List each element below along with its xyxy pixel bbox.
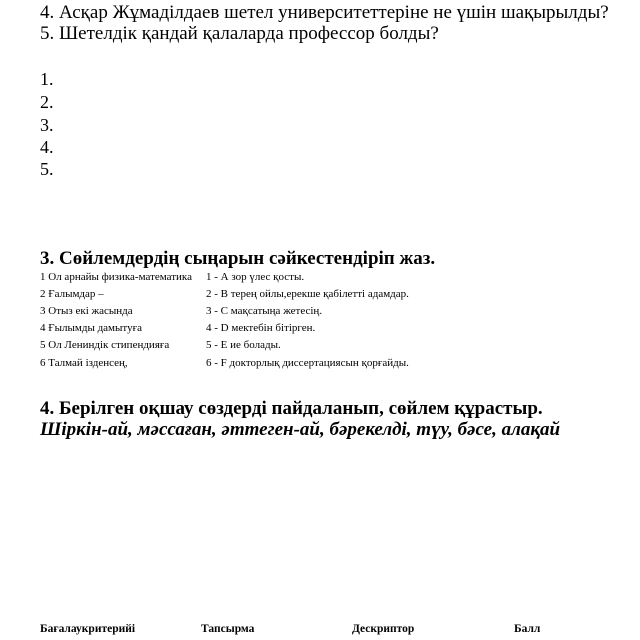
- match-left-item-1: 1 Ол арнайы физика-математика: [40, 271, 192, 283]
- answer-number-2: 2.: [40, 92, 54, 112]
- question-5: 5. Шетелдік қандай қалаларда профессор болды?: [40, 23, 439, 44]
- answer-number-4: 4.: [40, 137, 54, 157]
- answer-number-1: 1.: [40, 69, 54, 89]
- match-right-item-4: 4 - D мектебін бітірген.: [206, 322, 316, 334]
- match-right-item-6: 6 - F докторлық диссертациясын қорғайды.: [206, 357, 409, 369]
- footer-descriptor-header: Дескриптор: [352, 623, 415, 635]
- match-left-item-3: 3 Отыз екі жасында: [40, 305, 133, 317]
- section-3-title: 3. Сөйлемдердің сыңарын сәйкестендіріп жаз.: [40, 248, 436, 269]
- footer-score-header: Балл: [514, 623, 541, 635]
- answer-number-5: 5.: [40, 159, 54, 179]
- match-left-item-4: 4 Ғылымды дамытуға: [40, 322, 142, 334]
- footer-task-header: Тапсырма: [201, 623, 255, 635]
- match-left-item-5: 5 Ол Лениндік стипендияға: [40, 339, 170, 351]
- footer-criteria-header: Бағалаукритерийі: [40, 623, 136, 635]
- match-right-item-2: 2 - В терең ойлы,ерекше қабілетті адамдар.: [206, 288, 409, 300]
- match-right-item-1: 1 - А зор үлес қосты.: [206, 271, 305, 283]
- section-4-words: Шіркін-ай, мәссаған, әттеген-ай, бәрекелді, түу, бәсе, алақай: [40, 419, 561, 440]
- match-left-item-6: 6 Талмай ізденсең,: [40, 357, 128, 369]
- section-4-title: 4. Берілген оқшау сөздерді пайдаланып, сөйлем құрастыр.: [40, 398, 543, 419]
- answer-number-3: 3.: [40, 115, 54, 135]
- question-4: 4. Асқар Жұмаділдаев шетел университеттеріне не үшін шақырылды?: [40, 2, 609, 23]
- match-right-item-3: 3 - С мақсатыңа жетесің.: [206, 305, 323, 317]
- match-left-item-2: 2 Ғалымдар –: [40, 288, 104, 300]
- match-right-item-5: 5 - Е ие болады.: [206, 339, 281, 351]
